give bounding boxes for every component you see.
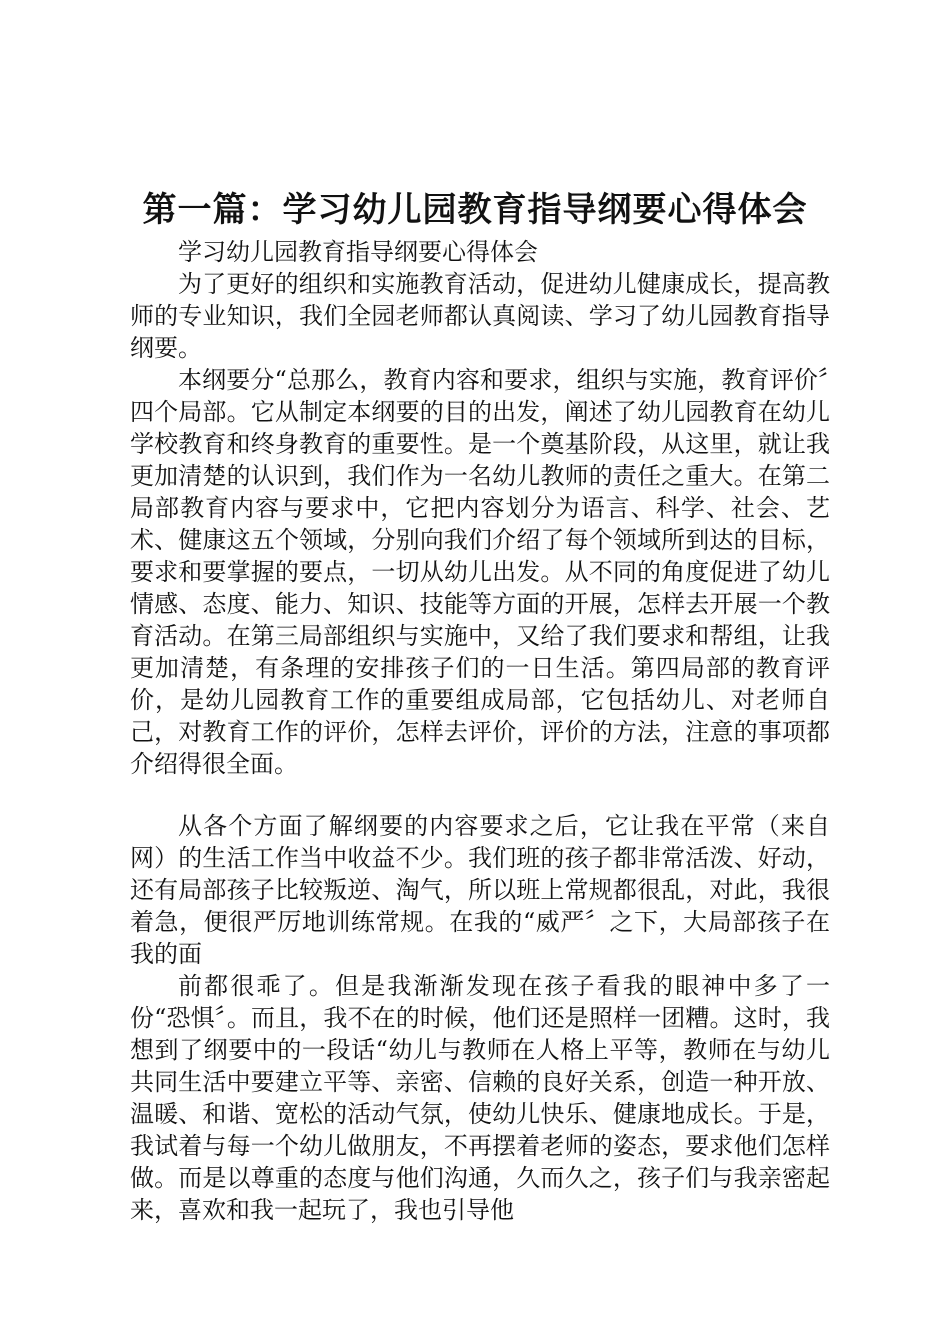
document-title: 第一篇：学习幼儿园教育指导纲要心得体会 <box>142 190 808 230</box>
paragraph-spacer <box>130 780 830 810</box>
document-subtitle: 学习幼儿园教育指导纲要心得体会 <box>178 238 538 266</box>
document-body <box>130 236 830 1226</box>
paragraph: 为了更好的组织和实施教育活动，促进幼儿健康成长，提高教师的专业知识，我们全园老师都认真阅读、学习了幼儿园教育指导纲要。 <box>130 270 830 362</box>
paragraph: 从各个方面了解纲要的内容要求之后，它让我在平常（来自网）的生活工作当中收益不少。我们班的孩子都非常活泼、好动，还有局部孩子比较叛逆、淘气，所以班上常规都很乱，对此，我很着急，便很严厉地训练常规。在我的“威严〞之下，大局部孩子在我的面 <box>130 812 830 968</box>
paragraph: 前都很乖了。但是我渐渐发现在孩子看我的眼神中多了一份“恐惧〞。而且，我不在的时候，他们还是照样一团糟。这时，我想到了纲要中的一段话“幼儿与教师在人格上平等，教师在与幼儿共同生活中要建立平等、亲密、信赖的良好关系，创造一种开放、温暖、和谐、宽松的活动气氛，使幼儿快乐、健康地成长。于是，我试着与每一个幼儿做朋友，不再摆着老师的姿态，要求他们怎样做。而是以尊重的态度与他们沟通，久而久之，孩子们与我亲密起来，喜欢和我一起玩了，我也引导他 <box>130 972 830 1224</box>
paragraph: 本纲要分“总那么，教育内容和要求，组织与实施，教育评价〞四个局部。它从制定本纲要的目的出发，阐述了幼儿园教育在幼儿学校教育和终身教育的重要性。是一个奠基阶段，从这里，就让我更加清楚的认识到，我们作为一名幼儿教师的责任之重大。在第二局部教育内容与要求中，它把内容划分为语言、科学、社会、艺术、健康这五个领域，分别向我们介绍了每个领域所到达的目标，要求和要掌握的要点，一切从幼儿出发。从不同的角度促进了幼儿情感、态度、能力、知识、技能等方面的开展，怎样去开展一个教育活动。在第三局部组织与实施中，又给了我们要求和帮组，让我更加清楚，有条理的安排孩子们的一日生活。第四局部的教育评价，是幼儿园教育工作的重要组成局部，它包括幼儿、对老师自己，对教育工作的评价，怎样去评价，评价的方法，注意的事项都介绍得很全面。 <box>130 366 830 778</box>
